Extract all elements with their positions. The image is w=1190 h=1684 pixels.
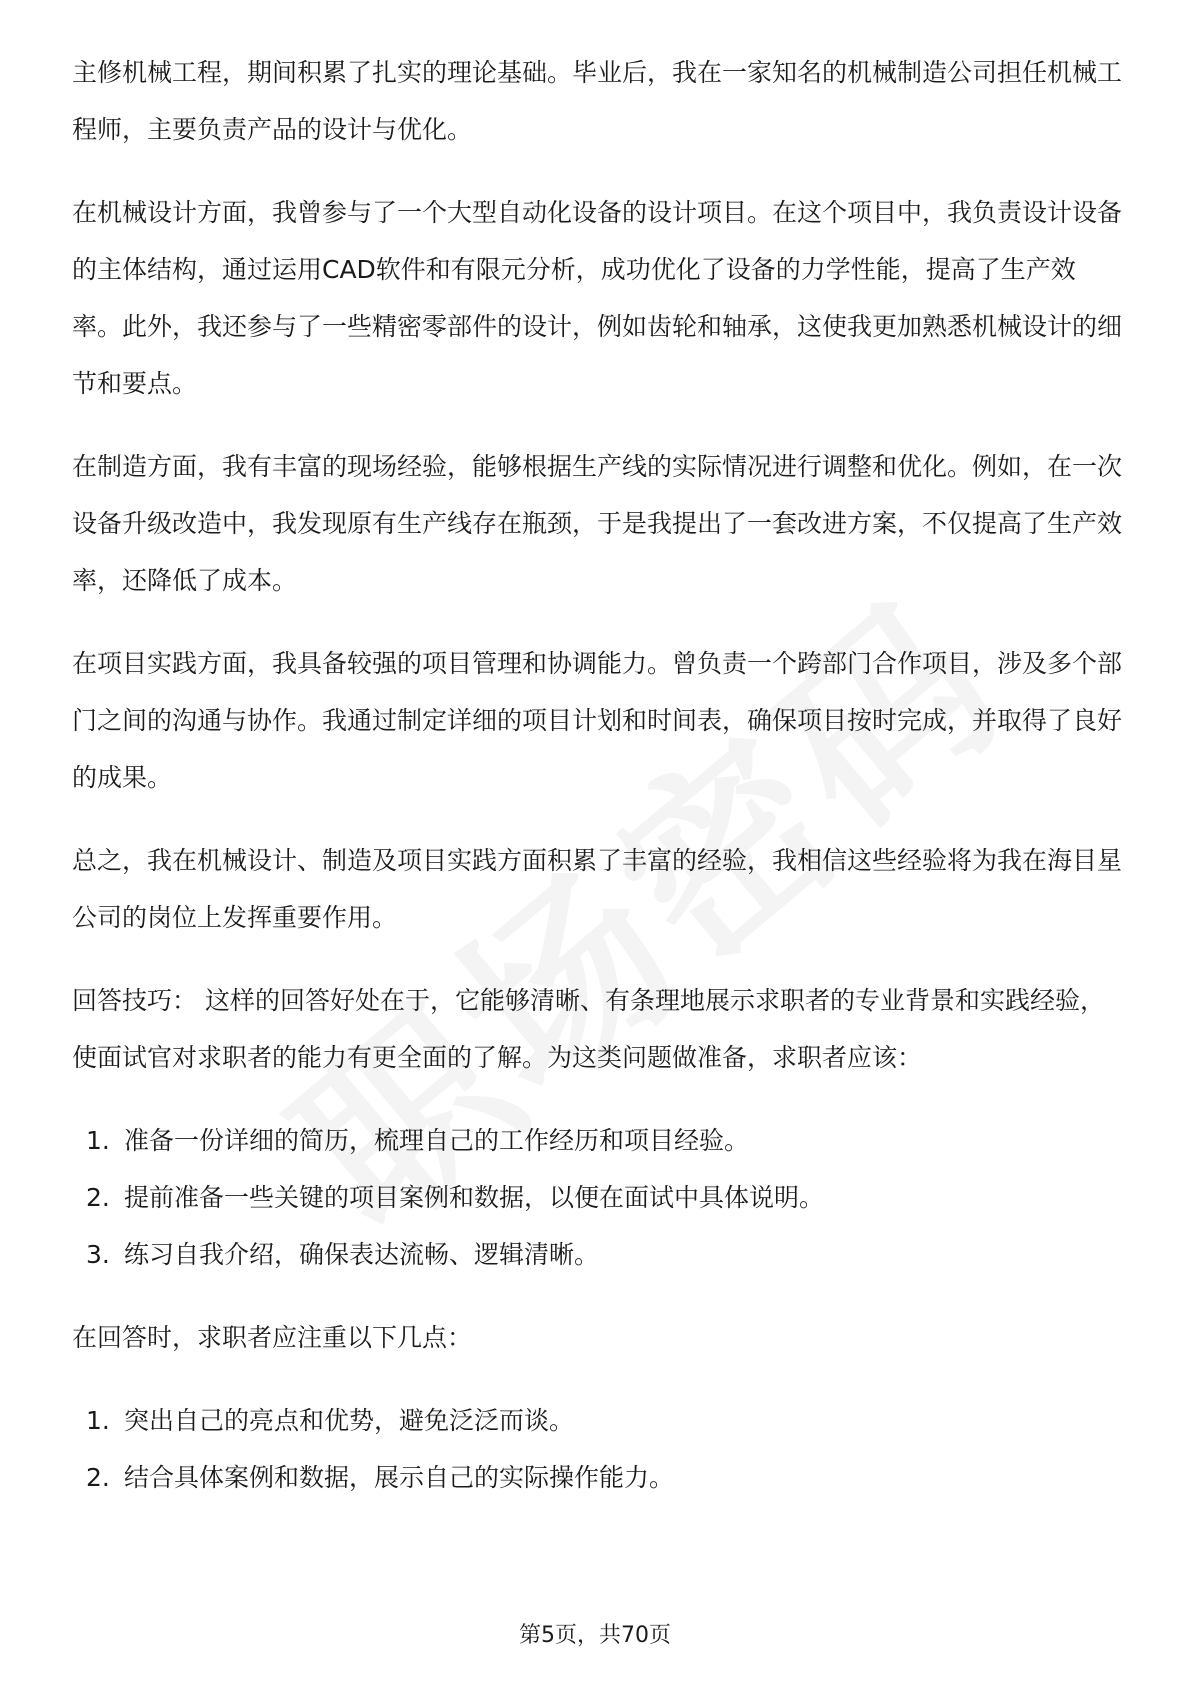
paragraph: 在回答时，求职者应注重以下几点： xyxy=(72,1323,473,1352)
list-item xyxy=(72,1449,1122,1506)
key-points-list xyxy=(72,1392,1122,1506)
list-number: 2. xyxy=(86,1463,110,1492)
paragraph: 在机械设计方面，我曾参与了一个大型自动化设备的设计项目。在这个项目中，我负责设计设备的主体结构，通过运用CAD软件和有限元分析，成功优化了设备的力学性能，提高了生产效率。此外，我还参与了一些精密零部件的设计，例如齿轮和轴承，这使我更加熟悉机械设计的细节和要点。 xyxy=(72,198,1123,398)
list-number: 2. xyxy=(86,1183,110,1212)
list-number: 3. xyxy=(86,1240,110,1269)
list-number: 1. xyxy=(86,1126,110,1155)
document-body xyxy=(72,44,1122,1532)
list-number: 1. xyxy=(86,1406,110,1435)
paragraph: 主修机械工程，期间积累了扎实的理论基础。毕业后，我在一家知名的机械制造公司担任机械工程师，主要负责产品的设计与优化。 xyxy=(72,58,1123,144)
list-item-text: 结合具体案例和数据，展示自己的实际操作能力。 xyxy=(124,1463,675,1492)
list-item-text: 提前准备一些关键的项目案例和数据，以便在面试中具体说明。 xyxy=(124,1183,825,1212)
list-item xyxy=(72,1169,1122,1226)
list-item xyxy=(72,1392,1122,1449)
list-item-text: 准备一份详细的简历，梳理自己的工作经历和项目经验。 xyxy=(124,1126,750,1155)
paragraph: 总之，我在机械设计、制造及项目实践方面积累了丰富的经验，我相信这些经验将为我在海目星公司的岗位上发挥重要作用。 xyxy=(72,846,1123,932)
list-item xyxy=(72,1112,1122,1169)
paragraph: 回答技巧： 这样的回答好处在于，它能够清晰、有条理地展示求职者的专业背景和实践经验，使面试官对求职者的能力有更全面的了解。为这类问题做准备，求职者应该： xyxy=(72,986,1105,1072)
list-item xyxy=(72,1226,1122,1283)
paragraph: 在项目实践方面，我具备较强的项目管理和协调能力。曾负责一个跨部门合作项目，涉及多个部门之间的沟通与协作。我通过制定详细的项目计划和时间表，确保项目按时完成，并取得了良好的成果。 xyxy=(72,649,1123,792)
list-item-text: 突出自己的亮点和优势，避免泛泛而谈。 xyxy=(124,1406,575,1435)
page-number: 第5页，共70页 xyxy=(519,1623,671,1648)
preparation-list xyxy=(72,1112,1122,1283)
list-item-text: 练习自我介绍，确保表达流畅、逻辑清晰。 xyxy=(124,1240,600,1269)
paragraph: 在制造方面，我有丰富的现场经验，能够根据生产线的实际情况进行调整和优化。例如，在一次设备升级改造中，我发现原有生产线存在瓶颈，于是我提出了一套改进方案，不仅提高了生产效率，还降低了成本。 xyxy=(72,452,1123,595)
